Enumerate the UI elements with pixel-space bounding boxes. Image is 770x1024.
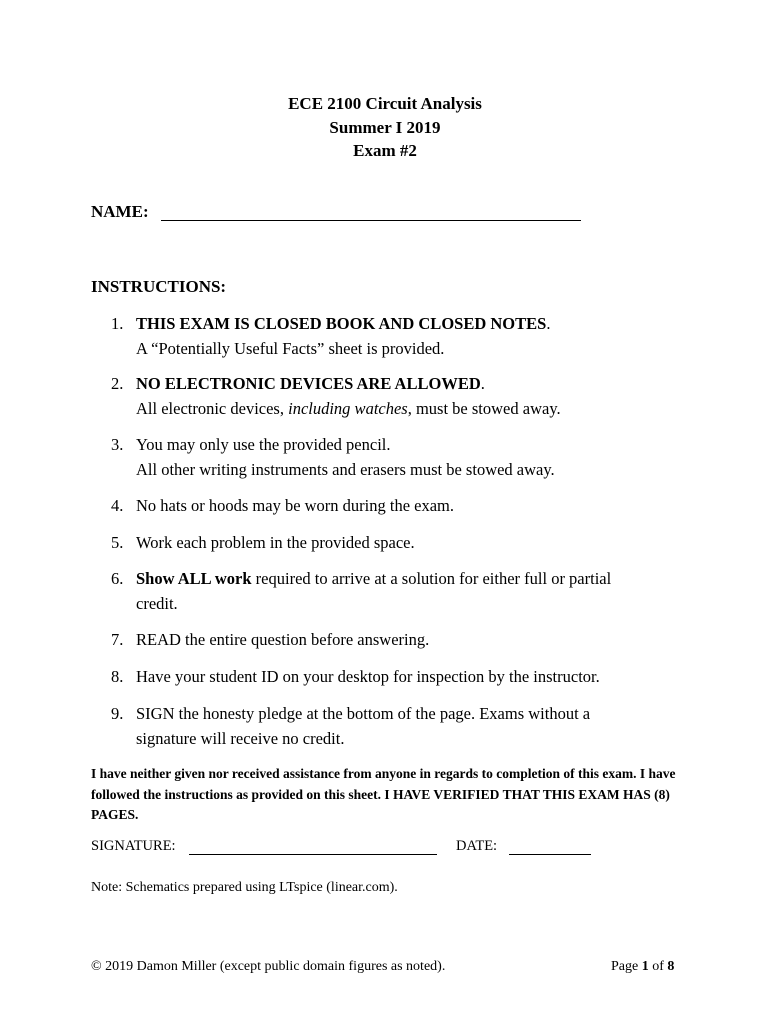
instruction-detail: All other writing instruments and erasers must be stowed away. bbox=[136, 459, 555, 479]
page-prefix: Page bbox=[611, 959, 642, 974]
instruction-emphasis: Show ALL work bbox=[136, 569, 252, 588]
schematics-note: Note: Schematics prepared using LTspice (linear.com). bbox=[91, 880, 398, 895]
instruction-number: 4. bbox=[111, 496, 124, 515]
instruction-number: 7. bbox=[111, 630, 124, 649]
instruction-number: 1. bbox=[111, 314, 124, 333]
instructions-heading: INSTRUCTIONS: bbox=[91, 277, 227, 296]
instruction-text: Have your student ID on your desktop for inspection by the instructor. bbox=[136, 667, 600, 686]
page-of: of bbox=[648, 959, 668, 974]
instruction-detail: All electronic devices, bbox=[136, 398, 289, 418]
instruction-punctuation: . bbox=[546, 314, 551, 333]
instruction-italic: including watches bbox=[288, 398, 408, 418]
instruction-number: 8. bbox=[111, 667, 124, 686]
signature-blank-line[interactable] bbox=[189, 854, 437, 855]
instruction-text: SIGN the honesty pledge at the bottom of the page. Exams without a signature will receive no credit. bbox=[136, 704, 591, 748]
instruction-text: Work each problem in the provided space. bbox=[136, 533, 415, 552]
honesty-pledge: I have neither given nor received assistance from anyone in regards to completion of this exam. I have followed the instructions as provided on this sheet. I HAVE VERIFIED THAT THIS EXAM HAS (8) PAGES. bbox=[91, 766, 676, 822]
page-number bbox=[611, 959, 674, 975]
instruction-text bbox=[136, 372, 671, 421]
instruction-text bbox=[136, 312, 671, 361]
exam-title-block bbox=[0, 92, 770, 163]
instruction-number: 6. bbox=[111, 569, 124, 588]
instruction-detail-end: , must be stowed away. bbox=[407, 398, 561, 418]
instruction-emphasis: NO ELECTRONIC DEVICES ARE ALLOWED bbox=[136, 374, 481, 393]
instruction-detail: required to arrive at a solution for either full or partial credit. bbox=[136, 569, 612, 613]
instruction-number: 3. bbox=[111, 435, 124, 454]
instruction-detail: A “Potentially Useful Facts” sheet is provided. bbox=[136, 338, 445, 358]
exam-term: Summer I 2019 bbox=[329, 117, 441, 137]
instruction-text: READ the entire question before answering. bbox=[136, 630, 430, 649]
instruction-punctuation: . bbox=[480, 374, 485, 393]
signature-label: SIGNATURE: bbox=[91, 838, 176, 854]
instruction-emphasis: THIS EXAM IS CLOSED BOOK AND CLOSED NOTES bbox=[136, 314, 547, 333]
instruction-number: 2. bbox=[111, 374, 124, 393]
instruction-text bbox=[136, 567, 651, 616]
name-blank-line[interactable] bbox=[161, 220, 581, 221]
copyright-footer: © 2019 Damon Miller (except public domain figures as noted). bbox=[91, 959, 446, 974]
instruction-number: 5. bbox=[111, 533, 124, 552]
page-total: 8 bbox=[667, 959, 675, 974]
instruction-number: 9. bbox=[111, 704, 124, 723]
date-blank-line[interactable] bbox=[509, 854, 591, 855]
instruction-text bbox=[136, 433, 671, 482]
instruction-text: No hats or hoods may be worn during the exam. bbox=[136, 496, 455, 515]
course-title: ECE 2100 Circuit Analysis bbox=[288, 94, 482, 113]
exam-number: Exam #2 bbox=[353, 141, 417, 160]
name-label: NAME: bbox=[91, 202, 149, 221]
page-current: 1 bbox=[641, 959, 649, 974]
instruction-line: You may only use the provided pencil. bbox=[136, 435, 391, 454]
date-label: DATE: bbox=[456, 838, 498, 854]
